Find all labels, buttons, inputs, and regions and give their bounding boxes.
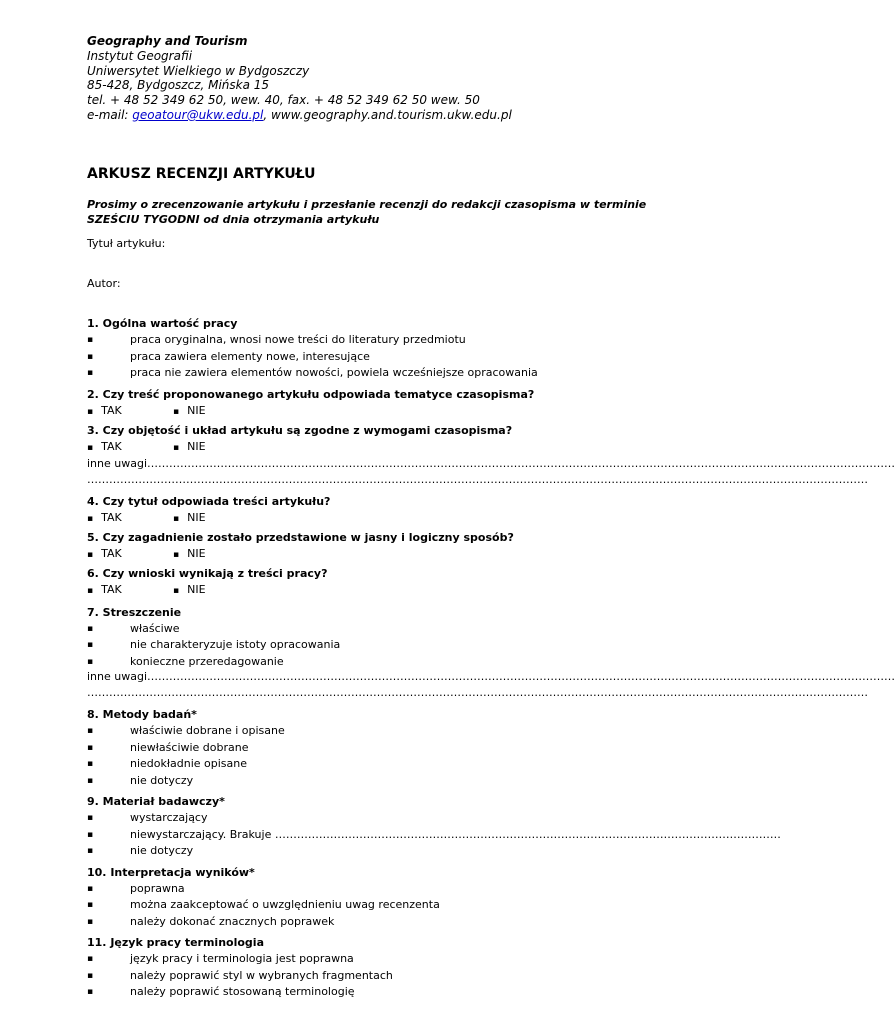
option-label: praca nie zawiera elementów nowości, powiela wcześniejsze opracowania <box>130 366 538 379</box>
question-heading: 2. Czy treść proponowanego artykułu odpowiada tematyce czasopisma? <box>87 387 535 401</box>
no-label: NIE <box>187 546 206 560</box>
phone-fax: tel. + 48 52 349 62 50, wew. 40, fax. + 48 52 349 62 50 wew. 50 <box>87 93 480 108</box>
bullet-icon: ▪ <box>87 549 94 560</box>
section-title-match <box>87 494 633 525</box>
section-language <box>87 935 633 1001</box>
yes-no-row <box>87 546 633 561</box>
bullet-icon: ▪ <box>87 742 94 753</box>
bullet-icon: ▪ <box>173 513 180 524</box>
section-conclusions <box>87 566 633 597</box>
option-item[interactable] <box>87 621 633 638</box>
option-label: konieczne przeredagowanie <box>130 654 284 668</box>
bullet-icon: ▪ <box>87 970 94 981</box>
bullet-icon: ▪ <box>173 585 180 596</box>
option-label: nie dotyczy <box>130 773 194 787</box>
questionnaire <box>87 316 895 1006</box>
bullet-icon: ▪ <box>87 442 94 453</box>
question-heading: 7. Streszczenie <box>87 605 182 619</box>
yes-label: TAK <box>101 510 122 524</box>
yes-option[interactable] <box>87 510 122 527</box>
yes-label: TAK <box>101 403 122 417</box>
option-label: niewłaściwie dobrane <box>130 740 249 754</box>
bullet-icon: ▪ <box>87 406 94 417</box>
no-option[interactable] <box>173 546 206 563</box>
option-item[interactable] <box>87 897 633 914</box>
option-item[interactable] <box>87 810 633 827</box>
no-label: NIE <box>187 439 206 453</box>
bullet-icon: ▪ <box>87 829 94 840</box>
section-overall-value <box>87 316 633 382</box>
option-label: praca oryginalna, wnosi nowe treści do literatury przedmiotu <box>130 333 466 346</box>
no-option[interactable] <box>173 510 206 527</box>
option-item[interactable] <box>87 723 633 740</box>
section-volume-layout <box>87 423 895 486</box>
university-name: Uniwersytet Wielkiego w Bydgoszczy <box>87 63 310 78</box>
yes-label: TAK <box>101 439 122 453</box>
option-item[interactable] <box>87 984 633 1001</box>
section-interpretation <box>87 865 633 931</box>
option-label: wystarczający <box>130 811 208 824</box>
bullet-icon: ▪ <box>87 335 94 345</box>
other-remarks-continuation[interactable]: …………………………………………………………………………………………………………………………………………………………………………………………… <box>87 472 868 486</box>
option-label: nie dotyczy <box>130 844 194 857</box>
bullet-icon: ▪ <box>87 513 94 524</box>
institute-name: Instytut Geografii <box>87 48 193 63</box>
website-text: , www.geography.and.tourism.ukw.edu.pl <box>263 107 512 122</box>
bullet-icon: ▪ <box>87 585 94 596</box>
section-clarity <box>87 530 633 561</box>
option-label: należy poprawić stosowaną terminologię <box>130 985 355 998</box>
bullet-icon: ▪ <box>87 759 94 769</box>
option-item[interactable] <box>87 843 633 860</box>
question-heading: 11. Język pracy terminologia <box>87 936 264 949</box>
option-label: niewystarczający. Brakuje ………………………………………………………………………………………………………………………… <box>130 827 781 841</box>
contact-line <box>87 108 512 123</box>
email-link[interactable]: geoatour@ukw.edu.pl <box>132 107 264 122</box>
option-item[interactable] <box>87 773 633 790</box>
yes-no-row <box>87 439 633 454</box>
bullet-icon: ▪ <box>87 623 94 634</box>
bullet-icon: ▪ <box>87 656 94 667</box>
option-item[interactable] <box>87 968 633 985</box>
no-option[interactable] <box>173 439 206 456</box>
option-item[interactable] <box>87 654 633 671</box>
option-item[interactable] <box>87 740 633 757</box>
yes-option[interactable] <box>87 439 122 456</box>
journal-name: Geography and Tourism <box>87 34 248 48</box>
bullet-icon: ▪ <box>87 900 94 910</box>
no-label: NIE <box>187 510 206 524</box>
option-label: właściwe <box>130 621 180 635</box>
bullet-icon: ▪ <box>173 549 180 560</box>
bullet-icon: ▪ <box>87 954 94 964</box>
question-heading: 8. Metody badań* <box>87 708 197 721</box>
option-item[interactable] <box>87 349 633 366</box>
yes-no-row <box>87 510 633 525</box>
option-label: nie charakteryzuje istoty opracowania <box>130 638 341 651</box>
option-item[interactable] <box>87 914 633 931</box>
journal-header <box>87 34 512 123</box>
yes-label: TAK <box>101 546 122 560</box>
other-remarks-continuation[interactable]: …………………………………………………………………………………………………………………………………………………………………………………………… <box>87 686 868 699</box>
option-item[interactable] <box>87 637 633 654</box>
option-item[interactable] <box>87 365 633 382</box>
no-option[interactable] <box>173 582 206 599</box>
bullet-icon: ▪ <box>87 775 94 786</box>
option-label: niedokładnie opisane <box>130 757 247 770</box>
question-heading: 5. Czy zagadnienie zostało przedstawione w jasny i logiczny sposób? <box>87 530 514 544</box>
question-heading: 10. Interpretacja wyników* <box>87 865 255 879</box>
option-label: należy dokonać znacznych poprawek <box>130 914 335 928</box>
option-item[interactable] <box>87 951 633 968</box>
bullet-icon: ▪ <box>87 368 94 378</box>
bullet-icon: ▪ <box>87 846 94 856</box>
option-item[interactable] <box>87 827 781 844</box>
yes-no-row <box>87 403 633 418</box>
no-option[interactable] <box>173 403 206 420</box>
other-remarks-line[interactable]: inne uwagi…………………………………………………………………………………………………………………………………………………………………………………… <box>87 456 895 470</box>
yes-no-row <box>87 582 633 597</box>
question-heading: 3. Czy objętość i układ artykułu są zgodne z wymogami czasopisma? <box>87 423 513 437</box>
option-label: praca zawiera elementy nowe, interesujące <box>130 349 370 363</box>
option-label: właściwie dobrane i opisane <box>130 724 285 737</box>
yes-option[interactable] <box>87 546 122 563</box>
option-label: należy poprawić styl w wybranych fragmentach <box>130 968 393 982</box>
section-topic-match <box>87 387 633 418</box>
bullet-icon: ▪ <box>87 883 94 894</box>
yes-option[interactable] <box>87 403 122 420</box>
section-research-material <box>87 794 781 860</box>
article-title-field: Tytuł artykułu: <box>87 237 166 250</box>
bullet-icon: ▪ <box>87 726 94 736</box>
email-label: e-mail: <box>87 107 133 122</box>
question-heading: 9. Materiał badawczy* <box>87 795 225 808</box>
review-request: Prosimy o zrecenzowanie artykułu i przesłanie recenzji do redakcji czasopisma w terminie SZEŚCIU TYGODNI od dnia otrzymania artykułu <box>87 198 647 226</box>
bullet-icon: ▪ <box>87 813 94 823</box>
other-remarks-line[interactable]: inne uwagi…………………………………………………………………………………………………………………………………………………………………………………… <box>87 670 895 683</box>
no-label: NIE <box>187 403 206 417</box>
postal-address: 85-428, Bydgoszcz, Mińska 15 <box>87 78 270 93</box>
bullet-icon: ▪ <box>87 351 94 362</box>
option-item[interactable] <box>87 756 633 773</box>
no-label: NIE <box>187 582 206 596</box>
question-heading: 1. Ogólna wartość pracy <box>87 317 238 330</box>
option-label: poprawna <box>130 881 185 895</box>
yes-label: TAK <box>101 582 122 596</box>
option-label: można zaakceptować o uwzględnieniu uwag recenzenta <box>130 898 440 911</box>
bullet-icon: ▪ <box>173 442 180 453</box>
section-methods <box>87 707 633 789</box>
bullet-icon: ▪ <box>173 406 180 417</box>
author-field: Autor: <box>87 277 121 290</box>
option-item[interactable] <box>87 881 633 898</box>
form-title: ARKUSZ RECENZJI ARTYKUŁU <box>87 166 316 182</box>
section-abstract <box>87 605 895 700</box>
bullet-icon: ▪ <box>87 987 94 997</box>
question-heading: 6. Czy wnioski wynikają z treści pracy? <box>87 566 328 580</box>
bullet-icon: ▪ <box>87 916 94 927</box>
option-label: język pracy i terminologia jest poprawna <box>130 952 354 965</box>
yes-option[interactable] <box>87 582 122 599</box>
option-item[interactable] <box>87 332 633 349</box>
question-heading: 4. Czy tytuł odpowiada treści artykułu? <box>87 494 331 508</box>
bullet-icon: ▪ <box>87 640 94 650</box>
